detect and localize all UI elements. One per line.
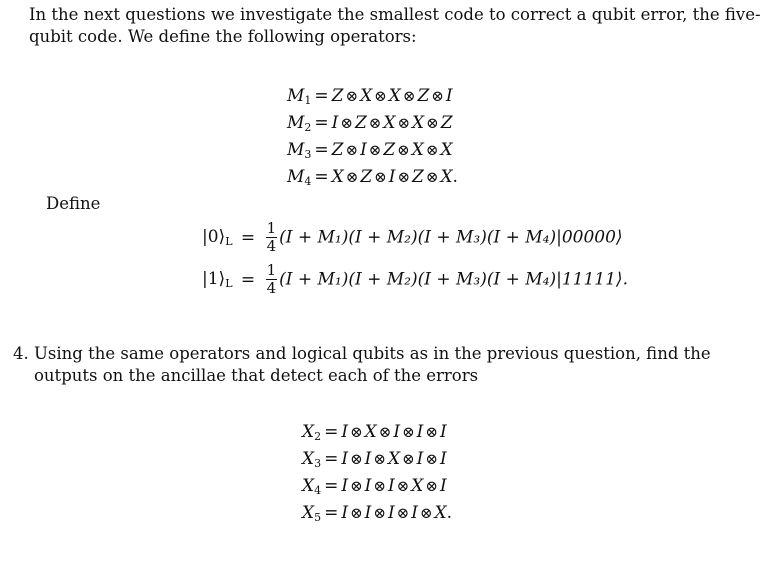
stabilizer-equation: $M_4 = X$ ⊗ Z ⊗ I ⊗ Z ⊗ X. (287, 167, 458, 188)
error-equation: $X_5 = I$ ⊗ I ⊗ I ⊗ I ⊗ X. (302, 503, 453, 524)
error-equation: $X_3 = I$ ⊗ I ⊗ X ⊗ I ⊗ I (302, 449, 447, 470)
one-quarter-fraction: $\frac{1}{4}$ (266, 219, 277, 255)
logical-one-equation: $|1⟩_L$ = $\frac{1}{4}$ (I + M₁)(I + M₂)(I + M₃)(I + M₄)|11111⟩. (202, 261, 628, 297)
define-label: Define (46, 194, 101, 213)
logical-zero-product: (I + M₁)(I + M₂)(I + M₃)(I + M₄)|00000⟩ (279, 227, 623, 248)
stabilizer-equation: $M_3 = Z$ ⊗ I ⊗ Z ⊗ X ⊗ X (287, 140, 453, 161)
logical-one-product: (I + M₁)(I + M₂)(I + M₃)(I + M₄)|11111⟩. (279, 269, 628, 290)
error-equation: $X_2 = I$ ⊗ X ⊗ I ⊗ I ⊗ I (302, 422, 447, 443)
one-quarter-fraction: $\frac{1}{4}$ (266, 261, 277, 297)
intro-paragraph: In the next questions we investigate the smallest code to correct a qubit error, the five-qubit code. We define the following operators: (29, 5, 761, 46)
error-equation: $X_4 = I$ ⊗ I ⊗ I ⊗ X ⊗ I (302, 476, 447, 497)
question-number: 4. (13, 344, 29, 363)
ket-zero: $|0⟩_L$ (202, 227, 233, 248)
question-text: Using the same operators and logical qubits as in the previous question, find the outputs on the ancillae that detect each of the errors (34, 344, 711, 385)
logical-zero-equation: $|0⟩_L$ = $\frac{1}{4}$ (I + M₁)(I + M₂)(I + M₃)(I + M₄)|00000⟩ (202, 219, 623, 255)
stabilizer-equation: $M_2 = I$ ⊗ Z ⊗ X ⊗ X ⊗ Z (287, 113, 453, 134)
stabilizer-equation: $M_1 = Z$ ⊗ X ⊗ X ⊗ Z ⊗ I (287, 86, 453, 107)
ket-one: $|1⟩_L$ (202, 269, 233, 290)
